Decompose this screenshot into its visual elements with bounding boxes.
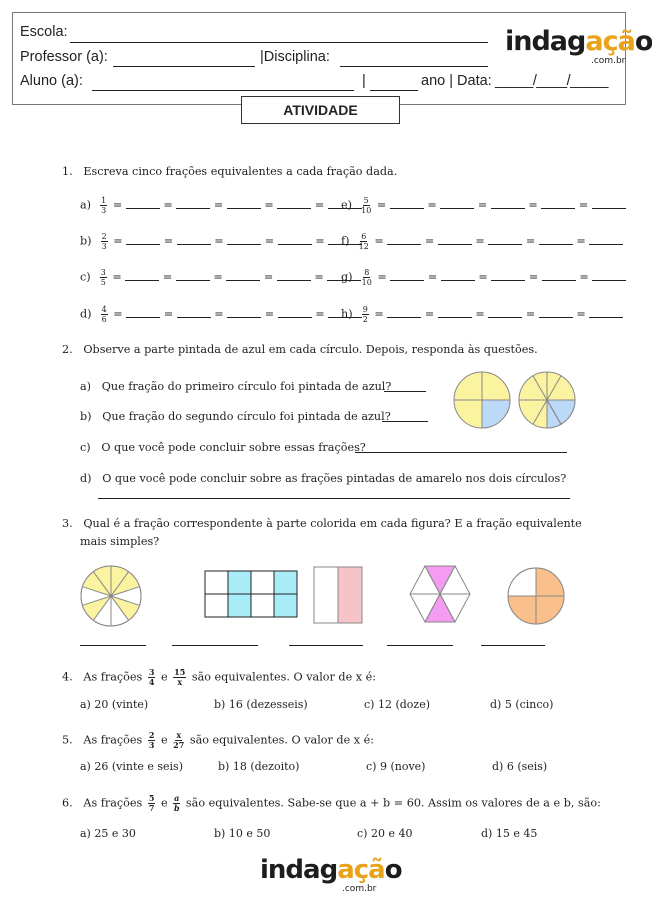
q1-fraction: $\frac{5}{10}$ xyxy=(361,196,372,215)
q1-item: g) $\frac{8}{10}$ = = = = = xyxy=(341,268,626,287)
answer-blank[interactable] xyxy=(227,244,261,245)
footer-logo: indagação .com.br xyxy=(260,855,402,894)
question-2-text: Observe a parte pintada de azul em cada círculo. Depois, responda às questões. xyxy=(83,343,538,356)
answer-blank[interactable] xyxy=(126,244,160,245)
question-2c: c) O que você pode concluir sobre essas frações? xyxy=(80,441,366,454)
question-5: 5. As frações $\frac{2}{3}$ e $\frac{x}{27}$ são equivalentes. O valor de x é: xyxy=(62,730,375,750)
answer-blank[interactable] xyxy=(541,208,575,209)
q6-fraction-2: $\frac{a}{b}$ xyxy=(173,793,180,813)
q6-option-d[interactable]: d) 15 e 45 xyxy=(481,827,538,840)
q1-fraction: $\frac{4}{6}$ xyxy=(101,305,107,324)
answer-blank[interactable] xyxy=(278,244,312,245)
subject-label: |Disciplina: xyxy=(260,49,330,65)
answer-2b-line[interactable] xyxy=(382,421,428,422)
school-blank[interactable] xyxy=(70,42,488,43)
answer-blank[interactable] xyxy=(390,208,424,209)
question-2: 2. Observe a parte pintada de azul em cada círculo. Depois, responda às questões. xyxy=(62,343,538,356)
answer-3-line-5[interactable] xyxy=(481,645,545,646)
q1-item: a) $\frac{1}{3}$ = = = = = xyxy=(80,196,362,215)
answer-blank[interactable] xyxy=(387,244,421,245)
q4-option-c[interactable]: c) 12 (doze) xyxy=(364,698,430,711)
circle-1 xyxy=(454,372,510,428)
answer-blank[interactable] xyxy=(277,208,311,209)
q4-option-b[interactable]: b) 16 (dezesseis) xyxy=(214,698,308,711)
q1-item: c) $\frac{3}{5}$ = = = = = xyxy=(80,268,361,287)
question-4: 4. As frações $\frac{3}{4}$ e $\frac{15}{x}$ são equivalentes. O valor de x é: xyxy=(62,667,377,687)
answer-blank[interactable] xyxy=(126,317,160,318)
page-title: ATIVIDADE xyxy=(241,96,400,124)
school-field xyxy=(20,24,68,40)
answer-blank[interactable] xyxy=(438,317,472,318)
answer-blank[interactable] xyxy=(542,280,576,281)
answer-blank[interactable] xyxy=(440,208,474,209)
answer-blank[interactable] xyxy=(390,280,424,281)
q6-option-c[interactable]: c) 20 e 40 xyxy=(357,827,413,840)
answer-blank[interactable] xyxy=(126,208,160,209)
date-blank[interactable]: _____/____/_____ xyxy=(495,73,608,89)
q1-item-label: h) xyxy=(341,307,353,321)
answer-3-line-4[interactable] xyxy=(387,645,453,646)
answer-blank[interactable] xyxy=(177,317,211,318)
student-blank[interactable] xyxy=(92,90,354,91)
q1-fraction: $\frac{3}{5}$ xyxy=(100,268,106,287)
q4-fraction-1: $\frac{3}{4}$ xyxy=(148,667,155,687)
figure-2-grid xyxy=(205,571,297,617)
q6-option-a[interactable]: a) 25 e 30 xyxy=(80,827,136,840)
question-3: 3. Qual é a fração correspondente à parte colorida em cada figura? E a fração equivalente xyxy=(62,517,582,530)
answer-blank[interactable] xyxy=(227,317,261,318)
answer-blank[interactable] xyxy=(491,208,525,209)
answer-3-line-1[interactable] xyxy=(80,645,146,646)
teacher-blank[interactable] xyxy=(113,66,255,67)
answer-blank[interactable] xyxy=(277,280,311,281)
q1-item: b) $\frac{2}{3}$ = = = = = xyxy=(80,232,362,251)
answer-blank[interactable] xyxy=(278,317,312,318)
answer-blank[interactable] xyxy=(227,208,261,209)
question-2-circles xyxy=(450,370,580,434)
question-6: 6. As frações $\frac{5}{7}$ e $\frac{a}{b}$ são equivalentes. Sabe-se que a + b = 60. Assim os valores de a e b, são: xyxy=(62,793,601,813)
answer-3-line-2[interactable] xyxy=(172,645,258,646)
q4-option-d[interactable]: d) 5 (cinco) xyxy=(490,698,554,711)
q5-option-b[interactable]: b) 18 (dezoito) xyxy=(218,760,300,773)
answer-2d-line[interactable] xyxy=(98,498,570,499)
answer-blank[interactable] xyxy=(488,244,522,245)
answer-blank[interactable] xyxy=(441,280,475,281)
subject-blank[interactable] xyxy=(340,66,488,67)
answer-blank[interactable] xyxy=(226,280,260,281)
question-3-text-2: mais simples? xyxy=(80,535,160,548)
grade-blank[interactable] xyxy=(370,90,418,91)
q5-fraction-2: $\frac{x}{27}$ xyxy=(173,730,185,750)
answer-blank[interactable] xyxy=(177,244,211,245)
q1-item: h) $\frac{9}{2}$ = = = = = xyxy=(341,305,623,324)
answer-blank[interactable] xyxy=(592,208,626,209)
q1-item: e) $\frac{5}{10}$ = = = = = xyxy=(341,196,626,215)
figure-3-rectangle xyxy=(314,567,362,623)
q5-option-c[interactable]: c) 9 (nove) xyxy=(366,760,426,773)
question-2d: d) O que você pode concluir sobre as frações pintadas de amarelo nos dois círculos? xyxy=(80,472,567,485)
grade-label: ano xyxy=(421,73,446,89)
grade-field xyxy=(421,73,492,89)
answer-blank[interactable] xyxy=(125,280,159,281)
q1-item-label: b) xyxy=(80,234,92,248)
q1-item-label: a) xyxy=(80,198,92,212)
answer-2c-line[interactable] xyxy=(355,452,567,453)
student-field xyxy=(20,73,83,89)
q1-item-label: c) xyxy=(80,270,91,284)
question-1: 1. Escreva cinco frações equivalentes a cada fração dada. xyxy=(62,165,398,178)
student-label: Aluno (a): xyxy=(20,73,83,89)
question-2a: a) Que fração do primeiro círculo foi pintada de azul? xyxy=(80,380,392,393)
subject-field xyxy=(260,49,330,65)
date-label: | Data: xyxy=(449,73,492,89)
q4-option-a[interactable]: a) 20 (vinte) xyxy=(80,698,149,711)
question-1-text: Escreva cinco frações equivalentes a cada fração dada. xyxy=(83,165,398,178)
q1-item-label: e) xyxy=(341,198,352,212)
q1-item: f) $\frac{6}{12}$ = = = = = xyxy=(341,232,623,251)
q1-fraction: $\frac{1}{3}$ xyxy=(101,196,107,215)
q1-fraction: $\frac{2}{3}$ xyxy=(101,232,107,251)
answer-blank[interactable] xyxy=(491,280,525,281)
q1-item-label: d) xyxy=(80,307,92,321)
q1-fraction: $\frac{8}{10}$ xyxy=(361,268,372,287)
answer-blank[interactable] xyxy=(176,208,210,209)
q1-fraction: $\frac{6}{12}$ xyxy=(358,232,369,251)
q6-option-b[interactable]: b) 10 e 50 xyxy=(214,827,271,840)
q5-option-a[interactable]: a) 26 (vinte e seis) xyxy=(80,760,183,773)
q1-item: d) $\frac{4}{6}$ = = = = = xyxy=(80,305,362,324)
answer-blank[interactable] xyxy=(539,244,573,245)
figure-1-circle xyxy=(81,566,141,626)
question-3-figures xyxy=(75,560,575,632)
teacher-label: Professor (a): xyxy=(20,49,108,65)
school-label: Escola: xyxy=(20,24,68,40)
figure-4-hexagon xyxy=(410,566,470,622)
q1-item-label: f) xyxy=(341,234,350,248)
answer-2a-line[interactable] xyxy=(384,391,426,392)
q4-fraction-2: $\frac{15}{x}$ xyxy=(174,667,186,687)
answer-blank[interactable] xyxy=(589,317,623,318)
circle-2 xyxy=(519,372,575,428)
q1-item-label: g) xyxy=(341,270,353,284)
question-3-text: Qual é a fração correspondente à parte colorida em cada figura? E a fração equivalente xyxy=(83,517,582,530)
teacher-field xyxy=(20,49,108,65)
answer-blank[interactable] xyxy=(438,244,472,245)
answer-blank[interactable] xyxy=(387,317,421,318)
q1-fraction: $\frac{9}{2}$ xyxy=(362,305,368,324)
question-2b: b) Que fração do segundo círculo foi pintada de azul? xyxy=(80,410,391,423)
header-logo: indagação .com.br xyxy=(505,26,652,66)
answer-3-line-3[interactable] xyxy=(289,645,363,646)
q5-fraction-1: $\frac{2}{3}$ xyxy=(148,730,155,750)
answer-blank[interactable] xyxy=(488,317,522,318)
answer-blank[interactable] xyxy=(539,317,573,318)
figure-5-circle xyxy=(508,568,564,624)
answer-blank[interactable] xyxy=(592,280,626,281)
answer-blank[interactable] xyxy=(176,280,210,281)
q6-fraction-1: $\frac{5}{7}$ xyxy=(148,793,155,813)
q5-option-d[interactable]: d) 6 (seis) xyxy=(492,760,548,773)
grade-divider: | xyxy=(362,73,366,89)
answer-blank[interactable] xyxy=(589,244,623,245)
